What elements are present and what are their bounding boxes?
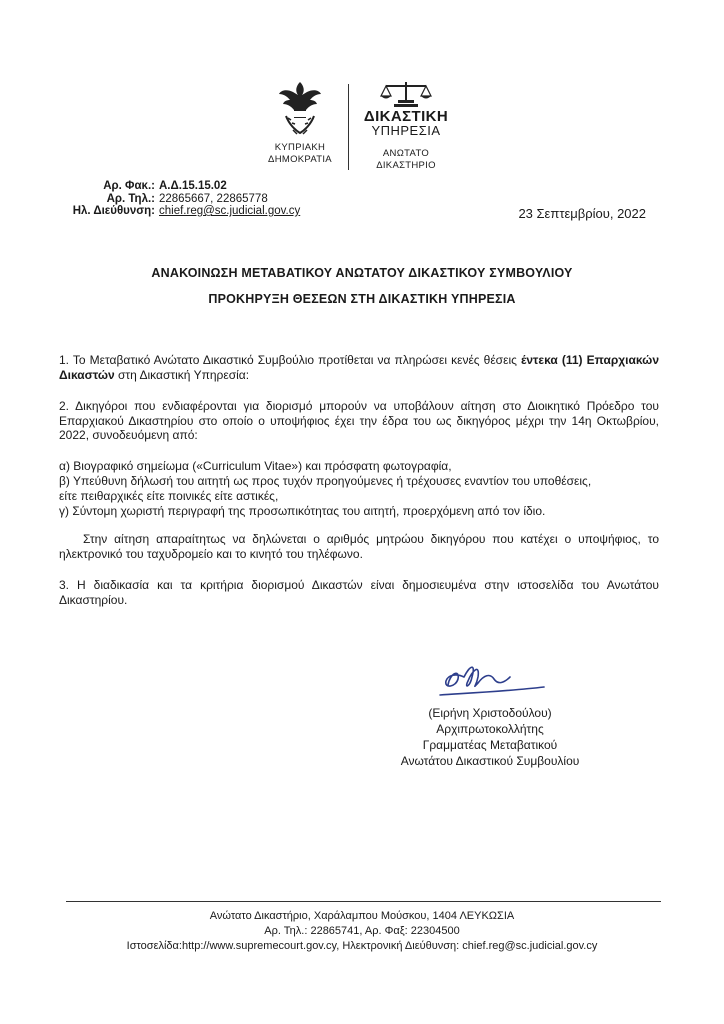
file-number-row bbox=[59, 180, 300, 193]
document-date: 23 Σεπτεμβρίου, 2022 bbox=[518, 206, 646, 221]
phone-value: 22865667, 22865778 bbox=[159, 192, 268, 205]
footer-address: Ανώτατο Δικαστήριο, Χαράλαμπου Μούσκου, 1404 ΛΕΥΚΩΣΙΑ bbox=[209, 910, 515, 922]
signatory-title-1: Αρχιπρωτοκολλήτης bbox=[436, 722, 544, 736]
judicial-service-emblem bbox=[356, 80, 456, 172]
emblem-subtitle: ΥΠΗΡΕΣΙΑ bbox=[371, 123, 441, 138]
paragraph-1 bbox=[59, 353, 659, 382]
file-number-label: Αρ. Φακ.: bbox=[103, 180, 155, 192]
paragraph-note: Στην αίτηση απαραίτητως να δηλώνεται ο αριθμός μητρώου δικηγόρου που κατέχει ο υποψήφιος, το ηλεκτρονικό του ταχυδρομείο και το κινητό του τηλέφωνο. bbox=[59, 532, 659, 561]
emblem-caption-line2: ΔΙΚΑΣΤΗΡΙΟ bbox=[376, 160, 436, 171]
paragraph-1-emphasis: έντεκα (11) Επαρχιακών Δικαστών bbox=[59, 353, 659, 382]
announcement-heading: ΑΝΑΚΟΙΝΩΣΗ ΜΕΤΑΒΑΤΙΚΟΥ ΑΝΩΤΑΤΟΥ ΔΙΚΑΣΤΙΚΟΥ ΣΥΜΒΟΥΛΙΟΥ bbox=[151, 266, 573, 280]
paragraph-2: 2. Δικηγόροι που ενδιαφέρονται για διορισμό μπορούν να υποβάλουν αίτηση στο Διοικητικό Πρόεδρο του Επαρχιακού Δικαστηρίου στο οποίο ο υποψήφιος έχει την έδρα του ως δικηγόρος μέχρι την 14η Οκτωβρίου, 2022, συνοδευόμενη από: bbox=[59, 399, 659, 442]
phone-label: Αρ. Τηλ.: bbox=[106, 192, 155, 205]
emblem-caption-line2: ΔΗΜΟΚΡΑΤΙΑ bbox=[268, 154, 332, 165]
footer-phone: Αρ. Τηλ.: 22865741, Αρ. Φαξ: 22304500 bbox=[264, 925, 460, 937]
reference-block bbox=[59, 180, 300, 218]
list-item-c: γ) Σύντομη χωριστή περιγραφή της προσωπικότητας του αιτητή, προερχόμενη από τον ίδιο. bbox=[59, 504, 546, 518]
cyprus-emblem bbox=[262, 78, 338, 166]
footer-divider bbox=[66, 901, 661, 902]
handwritten-signature bbox=[420, 655, 560, 705]
signatory-title-3: Ανωτάτου Δικαστικού Συμβουλίου bbox=[400, 754, 580, 768]
file-number-value: Α.Δ.15.15.02 bbox=[159, 180, 227, 192]
email-label: Ηλ. Διεύθυνση: bbox=[72, 205, 155, 217]
header-divider bbox=[348, 84, 349, 170]
paragraph-3: 3. Η διαδικασία και τα κριτήρια διορισμού Δικαστών είναι δημοσιευμένα στην ιστοσελίδα του Ανωτάτου Δικαστηρίου. bbox=[59, 578, 659, 607]
signatory-title-2: Γραμματέας Μεταβατικού bbox=[422, 738, 558, 752]
paragraph-1-text: 1. Το Μεταβατικό Ανώτατο Δικαστικό Συμβούλιο προτίθεται να πληρώσει κενές θέσεις bbox=[59, 353, 521, 367]
email-row bbox=[59, 205, 300, 218]
signatory-name: (Ειρήνη Χριστοδούλου) bbox=[428, 706, 552, 720]
cyprus-coat-of-arms-icon bbox=[277, 78, 323, 138]
list-item-b-continued: είτε πειθαρχικές είτε ποινικές είτε αστικές, bbox=[59, 489, 279, 503]
phone-row bbox=[59, 193, 300, 206]
emblem-title: ΔΙΚΑΣΤΙΚΗ bbox=[363, 108, 449, 125]
email-link[interactable]: chief.reg@sc.judicial.gov.cy bbox=[159, 205, 301, 217]
paragraph-1-tail: στη Δικαστική Υπηρεσία: bbox=[114, 367, 250, 382]
list-item-a: α) Βιογραφικό σημείωμα («Curriculum Vitae») και πρόσφατη φωτογραφία, bbox=[59, 459, 452, 473]
announcement-subheading: ΠΡΟΚΗΡΥΞΗ ΘΕΣΕΩΝ ΣΤΗ ΔΙΚΑΣΤΙΚΗ ΥΠΗΡΕΣΙΑ bbox=[208, 292, 516, 306]
footer-web-email: Ιστοσελίδα:http://www.supremecourt.gov.cy, Ηλεκτρονική Διεύθυνση: chief.reg@sc.judicial.gov.cy bbox=[126, 940, 598, 952]
emblem-caption-line1: ΑΝΩΤΑΤΟ bbox=[382, 148, 430, 159]
emblem-caption-line1: ΚΥΠΡΙΑΚΗ bbox=[274, 142, 326, 153]
list-item-b: β) Υπεύθυνη δήλωσή του αιτητή ως προς τυχόν προηγούμενες ή τρέχουσες εναντίον του υποθέσεις, bbox=[59, 474, 592, 488]
scales-of-justice-icon bbox=[378, 80, 434, 108]
